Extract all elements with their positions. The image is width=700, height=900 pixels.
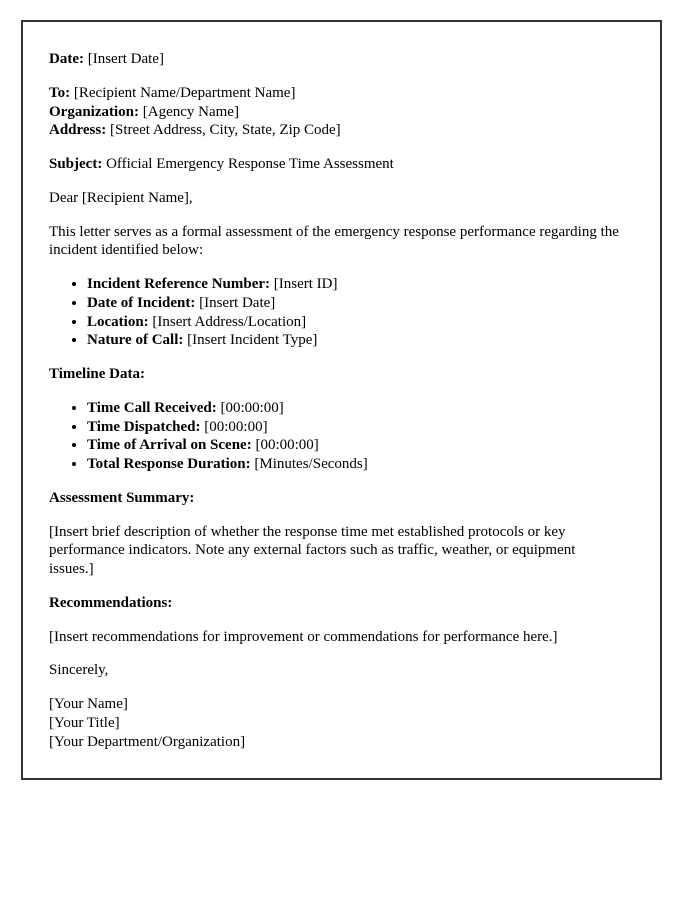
item-label: Time of Arrival on Scene: [87, 437, 252, 454]
item-label: Nature of Call: [87, 332, 184, 349]
organization-value: [Agency Name] [142, 103, 239, 120]
timeline-item [87, 399, 622, 418]
timeline-item [87, 436, 622, 455]
signature-title-line: [Your Title] [49, 714, 120, 731]
date-line [49, 50, 622, 69]
salutation: Dear [Recipient Name], [49, 189, 193, 206]
incident-detail-item [87, 275, 622, 294]
subject-value: Official Emergency Response Time Assessment [106, 156, 394, 172]
assessment-summary-paragraph: [Insert brief description of whether the response time met established protocols or key performance indicators. Note any external factors such as traffic, weather, or equipment issues.] [49, 523, 576, 577]
date-value: [Insert Date] [87, 51, 164, 67]
recommendations-paragraph: [Insert recommendations for improvement or commendations for performance here.] [49, 628, 558, 645]
recommendations-heading: Recommendations: [49, 594, 173, 611]
assessment-summary-heading: Assessment Summary: [49, 489, 195, 506]
date-label: Date: [49, 51, 84, 67]
item-value: [Minutes/Seconds] [254, 456, 368, 472]
item-label: Location: [87, 313, 149, 330]
organization-label: Organization: [49, 103, 139, 120]
timeline-item [87, 455, 622, 474]
timeline-data-list [49, 399, 622, 474]
intro-paragraph: This letter serves as a formal assessment of the emergency response performance regarding the incident identified below: [49, 223, 619, 259]
timeline-heading: Timeline Data: [49, 366, 145, 382]
item-label: Incident Reference Number: [87, 276, 271, 292]
incident-detail-item [87, 313, 622, 332]
organization-line [49, 103, 622, 122]
signature-block [49, 695, 622, 751]
incident-detail-item [87, 294, 622, 313]
closing-salutation: Sincerely, [49, 662, 109, 679]
item-label: Total Response Duration: [87, 456, 251, 472]
address-label: Address: [49, 122, 107, 139]
signature-name-line: [Your Name] [49, 696, 128, 712]
item-label: Date of Incident: [87, 294, 196, 311]
subject-line [49, 155, 622, 174]
item-value: [Insert Date] [199, 294, 276, 311]
item-value: [Insert Incident Type] [187, 332, 318, 349]
subject-label: Subject: [49, 156, 103, 172]
item-value: [00:00:00] [255, 437, 319, 454]
letter-document [21, 20, 662, 780]
incident-details-list [49, 275, 622, 350]
item-value: [Insert ID] [273, 276, 338, 292]
recipient-block [49, 84, 622, 140]
item-label: Time Dispatched: [87, 418, 201, 435]
item-value: [00:00:00] [204, 418, 268, 435]
item-value: [00:00:00] [220, 399, 284, 416]
address-value: [Street Address, City, State, Zip Code] [109, 122, 341, 139]
signature-org-line: [Your Department/Organization] [49, 733, 246, 750]
address-line [49, 121, 622, 140]
item-label: Time Call Received: [87, 399, 217, 416]
to-line [49, 84, 622, 103]
to-value: [Recipient Name/Department Name] [73, 84, 296, 101]
timeline-item [87, 418, 622, 437]
item-value: [Insert Address/Location] [152, 313, 307, 330]
to-label: To: [49, 84, 71, 101]
incident-detail-item [87, 331, 622, 350]
